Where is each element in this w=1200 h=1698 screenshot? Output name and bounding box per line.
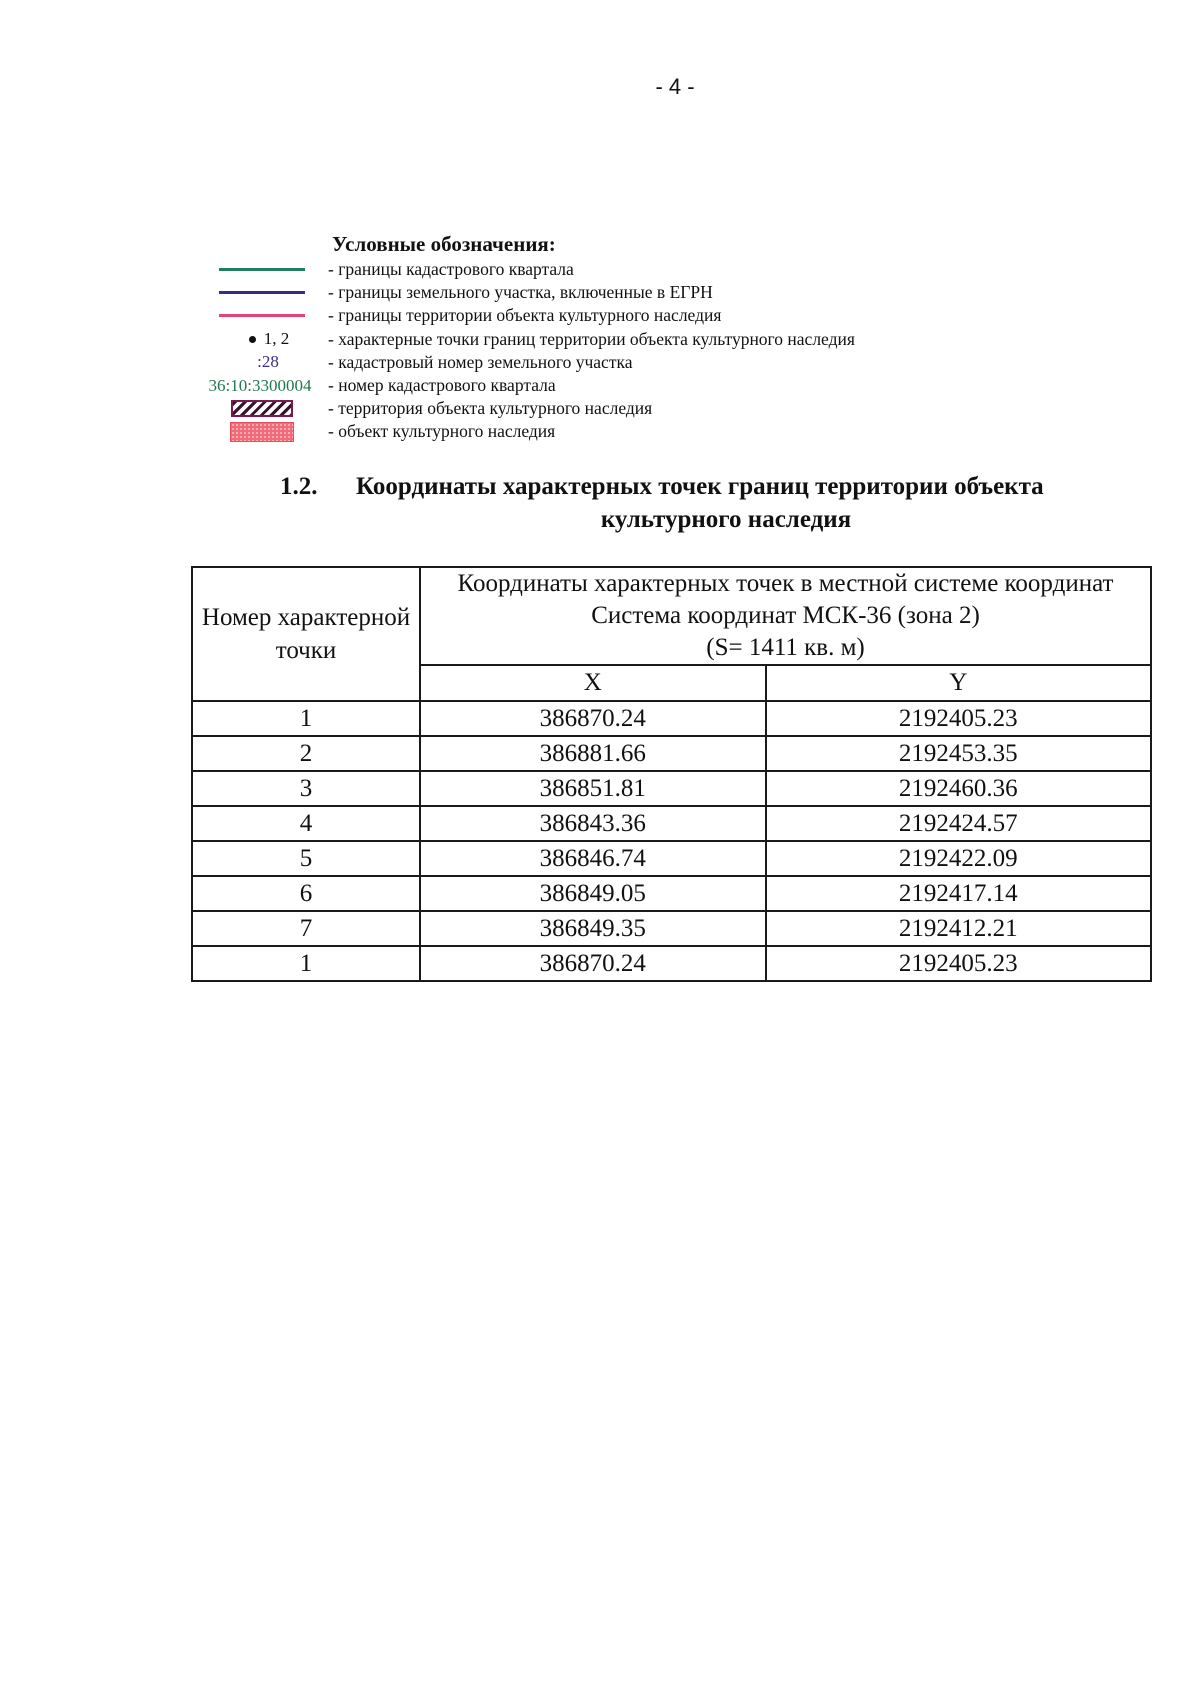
legend-item-characteristic-points [196, 328, 996, 351]
table-row [192, 771, 1151, 806]
legend-item-cadastral-quarter-border [196, 258, 996, 281]
point-symbol-text: 1, 2 [263, 329, 290, 349]
legend-item-heritage-territory-border [196, 304, 996, 327]
column-header-point-number: Номер характерной точки [192, 567, 420, 701]
coordinate-system-area: (S= 1411 кв. м) [706, 634, 865, 661]
cell-x: 386849.05 [420, 876, 766, 911]
table-row [192, 736, 1151, 771]
legend-item-land-plot-border [196, 281, 996, 304]
cell-x: 386843.36 [420, 806, 766, 841]
cell-y: 2192417.14 [766, 876, 1151, 911]
coordinate-system-line1: Координаты характерных точек в местной системе координат [457, 570, 1114, 597]
cell-y: 2192422.09 [766, 841, 1151, 876]
cell-point-number: 6 [192, 876, 420, 911]
legend-item-heritage-territory [196, 397, 996, 420]
cell-x: 386881.66 [420, 736, 766, 771]
page-number: - 4 - [655, 74, 695, 99]
point-dot-icon [249, 336, 256, 343]
cell-y: 2192453.35 [766, 736, 1151, 771]
table-row [192, 876, 1151, 911]
table-row [192, 911, 1151, 946]
table-row [192, 806, 1151, 841]
legend-item-label: - объект культурного наследия [328, 421, 556, 442]
column-header-x: X [420, 665, 766, 701]
legend-item-label: - границы земельного участка, включенные в ЕГРН [328, 282, 713, 303]
quarter-number-symbol: 36:10:3300004 [208, 375, 312, 395]
column-header-coordinate-system [420, 567, 1151, 665]
section-heading-line1 [280, 470, 1150, 503]
cell-point-number: 1 [192, 701, 420, 736]
cell-point-number: 3 [192, 771, 420, 806]
coordinate-system-line2: Система координат МСК-36 (зона 2) [591, 602, 980, 629]
hatch-symbol [231, 400, 293, 417]
cell-x: 386851.81 [420, 771, 766, 806]
legend-item-label: - территория объекта культурного наследия [328, 398, 653, 419]
cell-y: 2192405.23 [766, 946, 1151, 981]
legend-title: Условные обозначения: [332, 232, 556, 256]
section-title-line2: культурного наследия [600, 506, 852, 533]
cell-x: 386846.74 [420, 841, 766, 876]
point-symbol [235, 329, 290, 349]
legend-item-label: - границы кадастрового квартала [328, 259, 574, 280]
legend-item-parcel-number [196, 351, 996, 374]
table-header-row [192, 567, 1151, 665]
dotted-fill-symbol [230, 422, 294, 442]
legend [196, 230, 996, 444]
cell-x: 386870.24 [420, 946, 766, 981]
cell-point-number: 7 [192, 911, 420, 946]
table-row [192, 946, 1151, 981]
cell-y: 2192460.36 [766, 771, 1151, 806]
cell-y: 2192405.23 [766, 701, 1151, 736]
section-title-line1: Координаты характерных точек границ территории объекта [356, 473, 1044, 500]
green-line-symbol [219, 268, 305, 271]
pink-line-symbol [219, 314, 305, 317]
cell-x: 386849.35 [420, 911, 766, 946]
legend-item-quarter-number [196, 374, 996, 397]
legend-item-label: - номер кадастрового квартала [328, 375, 556, 396]
legend-item-label: - границы территории объекта культурного наследия [328, 305, 722, 326]
section-heading [280, 470, 1150, 536]
legend-item-label: - кадастровый номер земельного участка [328, 351, 633, 372]
legend-item-label: - характерные точки границ территории объекта культурного наследия [328, 328, 855, 349]
cell-point-number: 4 [192, 806, 420, 841]
coordinates-table [191, 566, 1152, 982]
purple-line-symbol [219, 291, 305, 294]
column-header-y: Y [766, 665, 1151, 701]
cell-x: 386870.24 [420, 701, 766, 736]
cell-y: 2192412.21 [766, 911, 1151, 946]
table-row [192, 701, 1151, 736]
cell-point-number: 2 [192, 736, 420, 771]
table-row [192, 841, 1151, 876]
cell-y: 2192424.57 [766, 806, 1151, 841]
parcel-number-symbol: :28 [257, 352, 279, 372]
section-number: 1.2. [280, 473, 318, 500]
legend-item-heritage-object [196, 420, 996, 443]
cell-point-number: 5 [192, 841, 420, 876]
cell-point-number: 1 [192, 946, 420, 981]
